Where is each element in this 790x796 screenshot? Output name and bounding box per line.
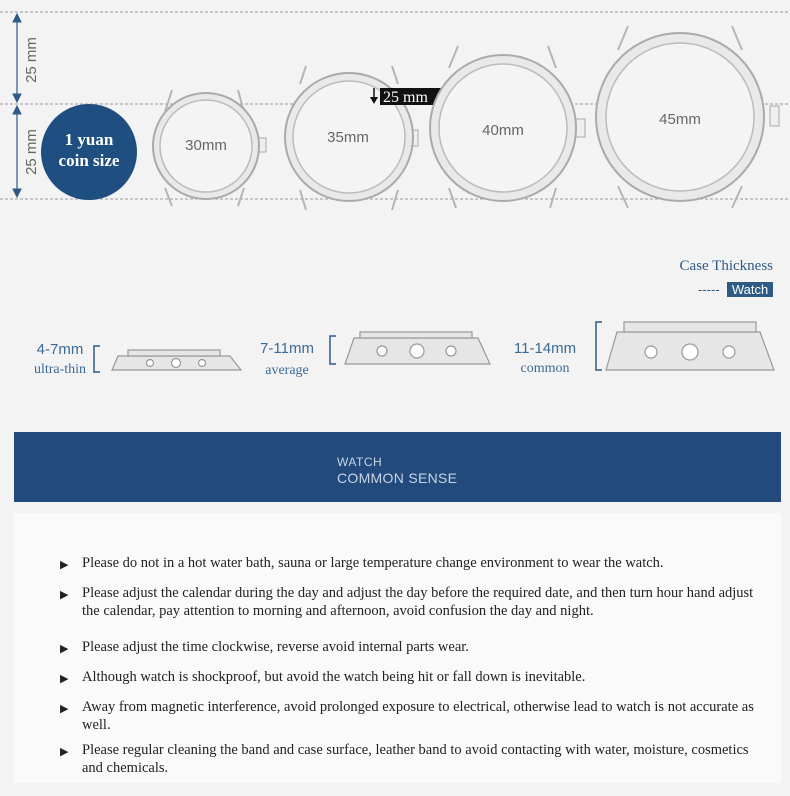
coin-label-line2: coin size (58, 151, 120, 170)
bullet-arrow-icon: ▶ (60, 673, 69, 685)
legend-label: Watch (731, 282, 769, 297)
note-text: Please adjust the calendar during the day and adjust the day before the required date, and then turn hour hand adjust the calendar, pay attention to morning and afternoon, avoid confusion the day and night. (82, 585, 754, 619)
scale-label-top: 25 mm (23, 37, 40, 83)
care-notes-panel (14, 513, 781, 783)
contour-number: 25 mm (383, 89, 428, 106)
watch-common-sense-banner (14, 432, 781, 502)
list-item (60, 698, 760, 734)
bullet-arrow-icon: ▶ (60, 703, 69, 715)
note-text: Away from magnetic interference, avoid prolonged exposure to electrical, otherwise lead to watch is not accurate as well. (82, 699, 754, 733)
banner-line2: COMMON SENSE (337, 470, 458, 486)
legend-dash: ----- (698, 282, 720, 297)
case-profile-average-icon (345, 332, 490, 364)
thickness-range-average: 7-11mm (260, 340, 314, 357)
case-profile-common-icon (606, 322, 774, 370)
note-text: Please adjust the time clockwise, reverse avoid internal parts wear. (82, 639, 469, 655)
note-text: Please do not in a hot water bath, sauna or large temperature change environment to wear the watch. (82, 555, 664, 571)
thickness-range-ultra-thin: 4-7mm (36, 341, 84, 358)
bullet-arrow-icon: ▶ (60, 746, 69, 758)
watch-40mm-label: 40mm (482, 122, 524, 139)
watch-45mm-label: 45mm (659, 111, 701, 128)
watch-35mm-label: 35mm (327, 129, 369, 146)
case-thickness-title: Case Thickness (679, 258, 773, 274)
thickness-label-common: common (520, 361, 570, 376)
thickness-label-ultra-thin: ultra-thin (33, 362, 87, 377)
note-text: Please regular cleaning the band and case surface, leather band to avoid contacting with water, moisture, cosmetics and chemicals. (82, 742, 749, 776)
bullet-arrow-icon: ▶ (60, 559, 69, 571)
watch-30mm-label: 30mm (185, 137, 227, 154)
note-text: Although watch is shockproof, but avoid the watch being hit or fall down is inevitable. (82, 669, 586, 685)
list-item (60, 638, 760, 656)
list-item (60, 668, 760, 686)
bullet-arrow-icon: ▶ (60, 643, 69, 655)
coin-label-line1: 1 yuan (64, 130, 114, 149)
list-item (60, 584, 760, 620)
list-item (60, 741, 760, 777)
list-item (60, 554, 760, 572)
banner-line1: WATCH (337, 455, 383, 469)
thickness-label-average: average (265, 363, 309, 378)
thickness-range-common: 11-14mm (513, 340, 577, 357)
scale-label-bottom: 25 mm (23, 129, 40, 175)
bullet-arrow-icon: ▶ (60, 589, 69, 601)
